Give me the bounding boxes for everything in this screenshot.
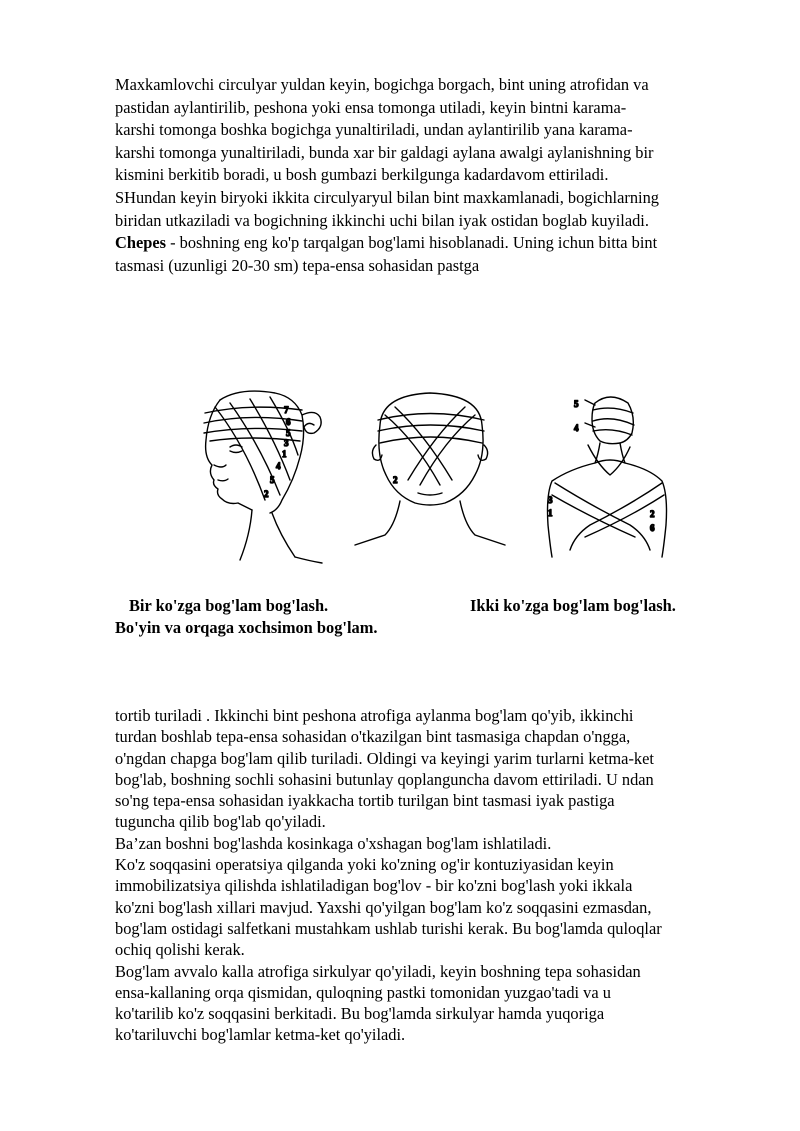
figure-label: 1	[282, 449, 287, 459]
figure-label: 5	[286, 428, 291, 438]
bandage-illustrations	[190, 385, 680, 570]
figure-label: 2	[650, 509, 655, 519]
text-line: bog'lam ostidagi salfetkani mustahkam ushlab turishi kerak. Bu bog'lamda quloqlar	[115, 918, 662, 938]
text-line: ko'tarilib ko'z soqqasini berkitadi. Bu bog'lamda sirkulyar hamda yuqoriga	[115, 1004, 605, 1024]
text-line: karshi tomonga yunaltiriladi, bunda xar bir galdagi aylana awalgi aylanishning bir	[115, 142, 654, 162]
text-line: ensa-kallaning orqa qismidan, quloqning pastki tomonidan yuzgao'tadi va u	[115, 982, 611, 1002]
figure-label: 5	[270, 475, 275, 485]
text-line: pastidan aylantirilib, peshona yoki ensa tomonga utiladi, keyin bintni karama-	[115, 97, 627, 117]
paragraph-2	[115, 705, 755, 1046]
figure-label: 5	[574, 399, 579, 409]
figure-label: 3	[284, 438, 289, 448]
text-line: Ba’zan boshni bog'lashda kosinkaga o'xshagan bog'lam ishlatiladi.	[115, 833, 552, 853]
text-line: Maxkamlovchi circulyar yuldan keyin, bogichga borgach, bint uning atrofidan va	[115, 75, 649, 94]
figure-label: 4	[276, 461, 281, 471]
text-line: tasmasi (uzunligi 20-30 sm) tepa-ensa sohasidan pastga	[115, 255, 480, 275]
text-line: o'ngdan chapga bog'lam qilib turiladi. Oldingi va keyingi yarim turlarni ketma-ket	[115, 748, 654, 768]
text-line: ochiq qolishi kerak.	[115, 940, 245, 960]
two-eye-bandage-figure	[355, 393, 505, 545]
chepes-definition: - boshning eng ko'p tarqalgan bog'lami hisoblanadi. Uning ichun bitta bint	[166, 233, 658, 253]
figure-label: 7	[284, 405, 289, 415]
figure-label: 2	[393, 475, 398, 485]
text-line: turdan boshlab tepa-ensa sohasidan o'tkazilgan bint tasmasiga chapdan o'ngga,	[115, 727, 631, 747]
figure-label: 4	[574, 423, 579, 433]
figure-label: 6	[286, 417, 291, 427]
figure-label: 1	[548, 508, 553, 518]
text-line: kismini berkitib boradi, u bosh gumbazi berkilgunga kadardavom ettiriladi.	[115, 165, 609, 185]
figure-label: 2	[264, 489, 269, 499]
paragraph-1	[115, 74, 745, 277]
figure-label: 3	[548, 495, 553, 505]
chepes-term: Chepes	[115, 233, 166, 253]
caption-neck-back: Bo'yin va orqaga xochsimon bog'lam.	[115, 618, 378, 637]
text-line: Bog'lam avvalo kalla atrofiga sirkulyar qo'yiladi, keyin boshning tepa sohasidan	[115, 961, 641, 981]
text-line: tuguncha qilib bog'lab qo'yiladi.	[115, 812, 326, 832]
text-line-chepes	[115, 232, 745, 255]
text-line: bog'lab, boshning sochli sohasini butunlay qoplanguncha davom ettiriladi. U ndan	[115, 769, 654, 789]
text-line: ko'zni bog'lash xillari mavjud. Yaxshi qo'yilgan bog'lam ko'z soqqasini ezmasdan,	[115, 897, 652, 917]
text-line: immobilizatsiya qilishda ishlatiladigan bog'lov - bir ko'zni bog'lash yoki ikkala	[115, 876, 633, 896]
text-line: biridan utkaziladi va bogichning ikkinchi uchi bilan iyak ostidan boglab kuyiladi.	[115, 210, 649, 230]
caption-two-eyes: Ikki ko'zga bog'lam bog'lash.	[470, 596, 676, 615]
text-line: so'ng tepa-ensa sohasidan iyakkacha tortib turilgan bint tasmasi iyak pastiga	[115, 791, 615, 811]
text-line: SHundan keyin biryoki ikkita circulyaryul bilan bint maxkamlanadi, bogichlarning	[115, 187, 659, 207]
text-line: ko'tariluvchi bog'lamlar ketma-ket qo'yiladi.	[115, 1025, 406, 1045]
text-line: karshi tomonga boshka bogichga yunaltiriladi, undan aylantirilib yana karama-	[115, 120, 633, 140]
figure-label: 6	[650, 523, 655, 533]
text-line: Ko'z soqqasini operatsiya qilganda yoki ko'zning og'ir kontuziyasidan keyin	[115, 855, 614, 875]
caption-one-eye: Bir ko'zga bog'lam bog'lash.	[129, 596, 329, 615]
neck-back-cross-bandage-figure	[548, 397, 667, 557]
text-line: tortib turiladi . Ikkinchi bint peshona atrofiga aylanma bog'lam qo'yib, ikkinchi	[115, 706, 634, 725]
one-eye-bandage-figure	[204, 391, 322, 563]
